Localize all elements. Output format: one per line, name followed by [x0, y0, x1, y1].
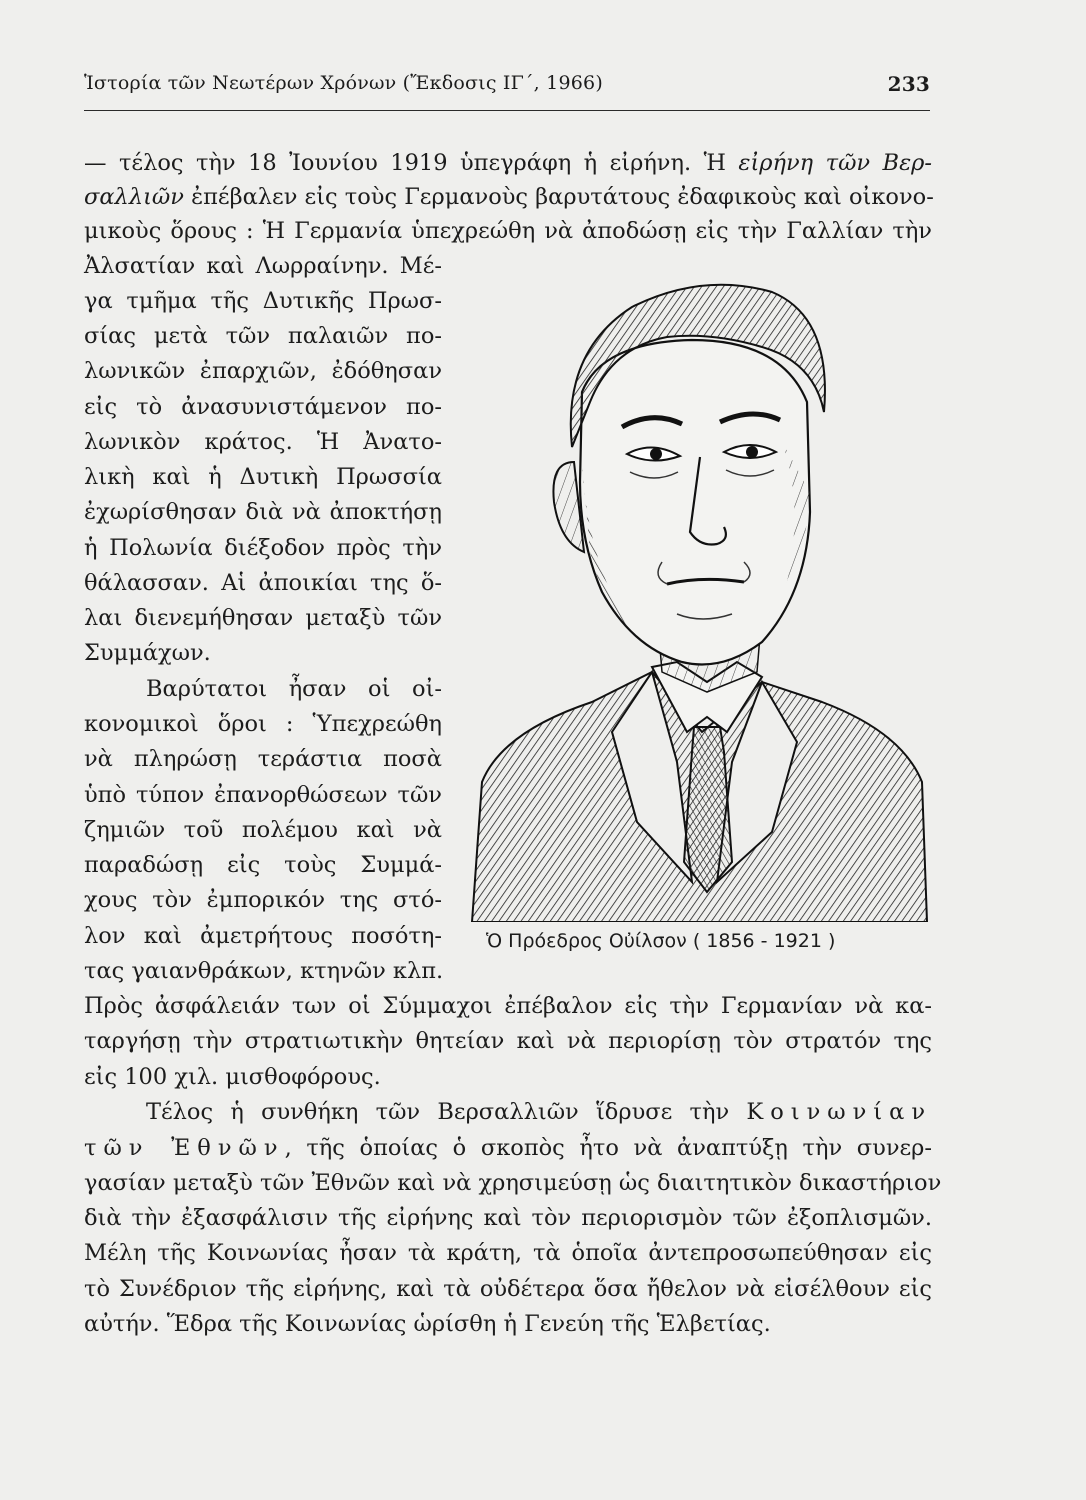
text-line: τας γαιανθράκων, κτηνῶν κλπ. — [84, 958, 444, 984]
text-line: σίας μετὰ τῶν παλαιῶν πο- — [84, 323, 442, 349]
text-line: μικοὺς ὅρους : Ἡ Γερμανία ὑπεχρεώθη νὰ ἀποδώσῃ εἰς τὴν Γαλλίαν τὴν — [84, 218, 932, 244]
text-line: αὐτήν. Ἕδρα τῆς Κοινωνίας ὡρίσθη ἡ Γενεύη τῆς Ἑλβετίας. — [84, 1311, 771, 1337]
text-line: γα τμῆμα τῆς Δυτικῆς Πρωσ- — [84, 288, 442, 314]
text-line: εἰς 100 χιλ. μισθοφόρους. — [84, 1064, 381, 1090]
text-line: σαλλιῶν ἐπέβαλεν εἰς τοὺς Γερμανοὺς βαρυτάτους ἐδαφικοὺς καὶ οἰκονο- — [84, 184, 934, 210]
text-line: Βαρύτατοι ἦσαν οἱ οἰ- — [146, 676, 442, 702]
text-line: Ἀλσατίαν καὶ Λωρραίνην. Μέ- — [84, 253, 442, 279]
text-line: ζημιῶν τοῦ πολέμου καὶ νὰ — [84, 817, 442, 843]
text-line: θάλασσαν. Αἱ ἀποικίαι της ὅ- — [84, 570, 442, 596]
text-line: εἰς τὸ ἀνασυνιστάμενον πο- — [84, 394, 442, 420]
portrait-engraving — [462, 262, 932, 922]
header-rule — [84, 110, 930, 111]
text-line: Πρὸς ἀσφάλειάν των οἱ Σύμμαχοι ἐπέβαλον εἰς τὴν Γερμανίαν νὰ κα- — [84, 993, 932, 1019]
text-line: ταργήσῃ τὴν στρατιωτικὴν θητείαν καὶ νὰ περιορίσῃ τὸν στρατόν της — [84, 1028, 932, 1054]
text-line: ὑπὸ τύπον ἐπανορθώσεων τῶν — [84, 782, 442, 808]
text-line: λον καὶ ἀμετρήτους ποσότη- — [84, 923, 442, 949]
portrait-caption: Ὁ Πρόεδρος Οὐίλσον ( 1856 - 1921 ) — [486, 930, 836, 952]
text-line: κονομικοὶ ὅροι : Ὑπεχρεώθη — [84, 711, 442, 737]
text-line: ἡ Πολωνία διέξοδον πρὸς τὴν — [84, 535, 442, 561]
text-line: — τέλος τὴν 18 Ἰουνίου 1919 ὑπεγράφη ἡ εἰρήνη. Ἡ εἰρήνη τῶν Βερ- — [84, 150, 932, 176]
text-line: λωνικὸν κράτος. Ἡ Ἀνατο- — [84, 429, 442, 455]
text-line: λωνικῶν ἐπαρχιῶν, ἐδόθησαν — [84, 358, 442, 384]
page-number: 233 — [887, 72, 930, 96]
tie — [684, 727, 732, 892]
text-line: διὰ τὴν ἐξασφάλισιν τῆς εἰρήνης καὶ τὸν περιορισμὸν τῶν ἐξοπλισμῶν. — [84, 1205, 932, 1231]
running-title: Ἱστορία τῶν Νεωτέρων Χρόνων (Ἔκδοσις ΙΓ΄, 1966) — [84, 72, 603, 94]
text-line: λικὴ καὶ ἡ Δυτικὴ Πρωσσία — [84, 464, 442, 490]
text-line: νὰ πληρώσῃ τεράστια ποσὰ — [84, 746, 442, 772]
text-line: Μέλη τῆς Κοινωνίας ἦσαν τὰ κράτη, τὰ ὁποῖα ἀντεπροσωπεύθησαν εἰς — [84, 1240, 932, 1266]
text-line: τὸ Συνέδριον τῆς εἰρήνης, καὶ τὰ οὐδέτερα ὅσα ἤθελον νὰ εἰσέλθουν εἰς — [84, 1276, 932, 1302]
text-line: γασίαν μεταξὺ τῶν Ἐθνῶν καὶ νὰ χρησιμεύσῃ ὡς διαιτητικὸν δικαστήριον — [84, 1170, 942, 1196]
text-line: παραδώσῃ εἰς τοὺς Συμμά- — [84, 852, 442, 878]
text-line: Συμμάχων. — [84, 640, 211, 666]
text-line: τῶν Ἐθνῶν, τῆς ὁποίας ὁ σκοπὸς ἦτο νὰ ἀναπτύξῃ τὴν συνερ- — [84, 1135, 932, 1161]
text-line: λαι διενεμήθησαν μεταξὺ τῶν — [84, 605, 442, 631]
text-line: χους τὸν ἐμπορικόν της στό- — [84, 887, 442, 913]
text-line: Τέλος ἡ συνθήκη τῶν Βερσαλλιῶν ἵδρυσε τὴν Κοινωνίαν — [146, 1099, 932, 1125]
text-line: ἐχωρίσθησαν διὰ νὰ ἀποκτήσῃ — [84, 499, 442, 525]
